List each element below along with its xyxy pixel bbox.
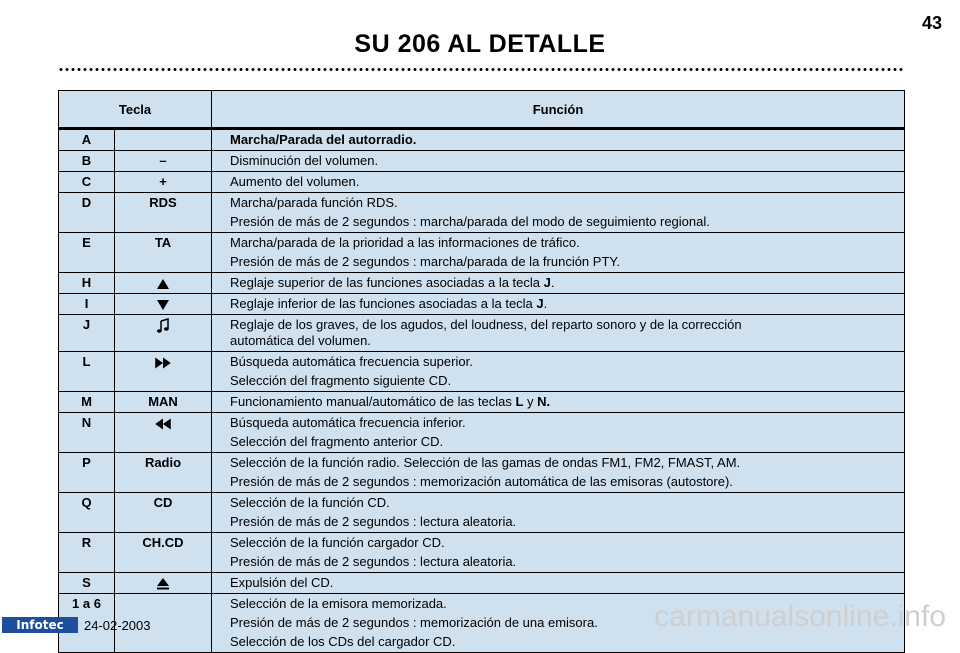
function-cell (212, 193, 905, 233)
dotted-divider (58, 67, 904, 72)
fast-forward-icon (153, 354, 173, 369)
function-text: Búsqueda automática frecuencia inferior. (230, 415, 466, 430)
function-text-part: . (543, 296, 548, 311)
function-text: Presión de más de 2 segundos : memorización automática de las emisoras (autostore). (230, 474, 733, 489)
key-label: – (115, 151, 212, 172)
function-text-part: Funcionamiento manual/automático de las teclas (230, 394, 516, 409)
table-row (59, 315, 905, 352)
function-text (230, 296, 894, 312)
page-title: SU 206 AL DETALLE (354, 30, 606, 58)
function-text: Marcha/parada de la prioridad a las informaciones de tráfico. (230, 235, 580, 250)
infotec-logo: Infotec (2, 617, 78, 633)
key-reference: N. (537, 394, 551, 409)
eject-icon (155, 575, 171, 590)
key-label (115, 129, 212, 151)
key-label (115, 573, 212, 594)
header-funcion: Función (212, 91, 905, 129)
function-text: Presión de más de 2 segundos : marcha/parada de la frunción PTY. (230, 254, 620, 269)
function-cell (212, 315, 905, 352)
function-table (58, 90, 905, 653)
key-letter: N (59, 413, 115, 453)
table-row (59, 233, 905, 273)
key-letter: R (59, 533, 115, 573)
function-cell (212, 273, 905, 294)
key-letter: 1 a 6 (59, 594, 115, 653)
function-cell (212, 533, 905, 573)
key-letter: L (59, 352, 115, 392)
key-letter: P (59, 453, 115, 493)
triangle-up-icon (155, 275, 171, 290)
function-text: Presión de más de 2 segundos : lectura aleatoria. (230, 554, 517, 569)
function-cell (212, 129, 905, 151)
function-text-part: y (523, 394, 538, 409)
table-row (59, 193, 905, 233)
key-label: + (115, 172, 212, 193)
function-text: Selección de la función cargador CD. (230, 535, 445, 550)
table-row (59, 533, 905, 573)
key-label (115, 273, 212, 294)
function-text (230, 275, 894, 291)
table-row (59, 352, 905, 392)
function-text-part: Reglaje superior de las funciones asociadas a la tecla (230, 275, 544, 290)
function-text: Marcha/Parada del autorradio. (230, 132, 417, 147)
key-label (115, 294, 212, 315)
key-letter: J (59, 315, 115, 352)
triangle-down-icon (155, 296, 171, 311)
table-row (59, 294, 905, 315)
function-cell (212, 493, 905, 533)
table-row (59, 573, 905, 594)
header-tecla: Tecla (59, 91, 212, 129)
key-label (115, 315, 212, 352)
key-letter: B (59, 151, 115, 172)
key-letter: D (59, 193, 115, 233)
key-letter: S (59, 573, 115, 594)
table-row (59, 453, 905, 493)
key-label (115, 413, 212, 453)
key-reference: J (543, 275, 551, 290)
function-cell (212, 294, 905, 315)
key-letter: M (59, 392, 115, 413)
function-text: Aumento del volumen. (230, 174, 360, 189)
function-text: Selección de los CDs del cargador CD. (230, 634, 456, 649)
function-text: Selección de la función CD. (230, 495, 390, 510)
key-label: Radio (115, 453, 212, 493)
table-row (59, 392, 905, 413)
key-label: MAN (115, 392, 212, 413)
function-text (230, 394, 894, 410)
function-text: Selección del fragmento siguiente CD. (230, 373, 452, 388)
function-text: Selección de la función radio. Selección de las gamas de ondas FM1, FM2, FMAST, AM. (230, 455, 741, 470)
function-text: Presión de más de 2 segundos : marcha/parada del modo de seguimiento regional. (230, 214, 710, 229)
key-letter: I (59, 294, 115, 315)
key-letter: H (59, 273, 115, 294)
table-row (59, 493, 905, 533)
key-label: TA (115, 233, 212, 273)
key-letter: C (59, 172, 115, 193)
function-text: Expulsión del CD. (230, 575, 334, 590)
key-reference: L (515, 394, 524, 409)
page-number: 43 (921, 13, 942, 33)
key-label (115, 352, 212, 392)
footer-date: 24-02-2003 (84, 618, 151, 633)
function-cell (212, 151, 905, 172)
function-text: Presión de más de 2 segundos : memorización de una emisora. (230, 615, 598, 630)
key-label: RDS (115, 193, 212, 233)
function-text-part: Reglaje inferior de las funciones asociadas a la tecla (230, 296, 537, 311)
function-text: Búsqueda automática frecuencia superior. (230, 354, 473, 369)
function-cell (212, 413, 905, 453)
function-text: automática del volumen. (230, 333, 371, 348)
function-text: Marcha/parada función RDS. (230, 195, 398, 210)
function-cell (212, 453, 905, 493)
key-reference: J (536, 296, 544, 311)
function-cell (212, 233, 905, 273)
key-label: CD (115, 493, 212, 533)
function-cell (212, 573, 905, 594)
function-text: Reglaje de los graves, de los agudos, del loudness, del reparto sonoro y de la corrección (230, 317, 742, 332)
function-text-part: . (550, 275, 555, 290)
table-row (59, 129, 905, 151)
table-row (59, 151, 905, 172)
function-text: Presión de más de 2 segundos : lectura aleatoria. (230, 514, 517, 529)
table-row (59, 273, 905, 294)
rewind-icon (153, 415, 173, 430)
music-note-icon (155, 317, 171, 332)
function-cell (212, 172, 905, 193)
key-label: CH.CD (115, 533, 212, 573)
key-letter: E (59, 233, 115, 273)
function-text: Selección de la emisora memorizada. (230, 596, 447, 611)
table-row (59, 172, 905, 193)
key-letter: A (59, 129, 115, 151)
function-text: Disminución del volumen. (230, 153, 379, 168)
function-cell (212, 352, 905, 392)
function-cell (212, 392, 905, 413)
table-row (59, 413, 905, 453)
watermark: carmanualsonline.info (654, 600, 946, 633)
key-letter: Q (59, 493, 115, 533)
function-text: Selección del fragmento anterior CD. (230, 434, 444, 449)
